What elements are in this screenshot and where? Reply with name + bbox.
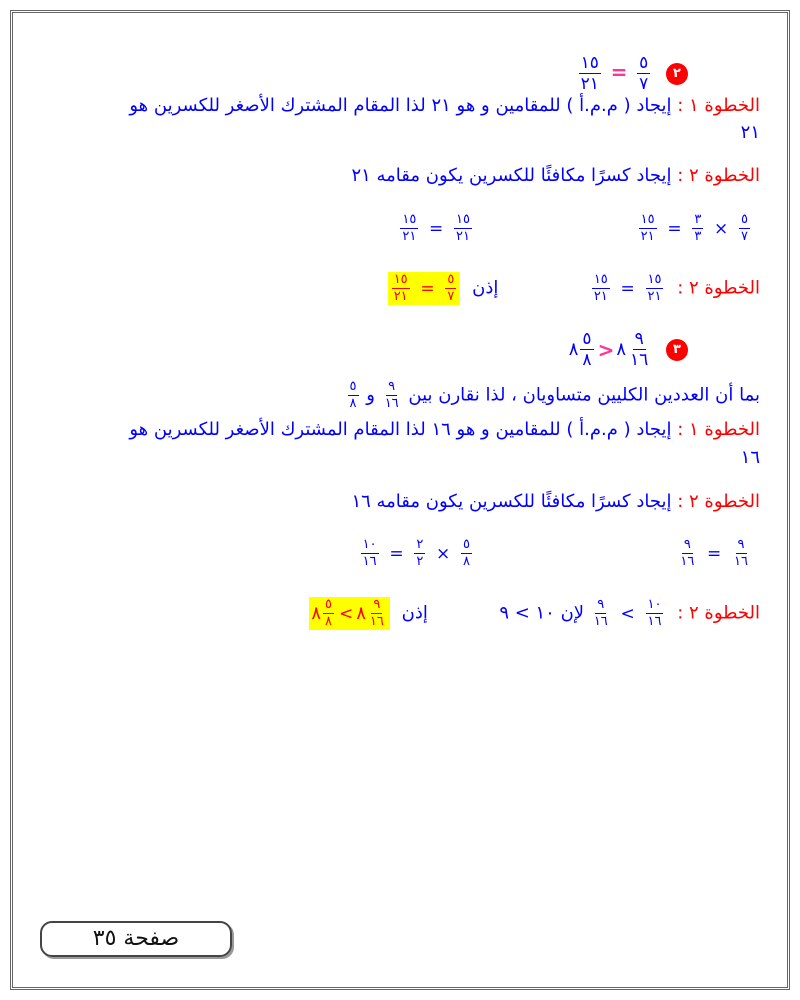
step-label: الخطوة ٢ : [677, 491, 760, 512]
equals-sign: = [420, 278, 435, 299]
equals-sign: = [610, 59, 628, 84]
times-sign: × [714, 218, 729, 239]
fraction: $\frac{٢}{٢}$ [416, 537, 424, 569]
problem-a-calc-left [398, 213, 474, 244]
result-highlight [388, 272, 461, 305]
fraction: $\frac{٩}{١٦}$ [384, 379, 399, 411]
problem-b-step2 [351, 489, 760, 515]
less-than-sign: < [338, 603, 354, 624]
fraction: $\frac{٥}{٨}$ [463, 537, 470, 569]
fraction: $\frac{١٥}{٢١}$ [580, 53, 599, 94]
and-word: و [366, 384, 375, 406]
step-label: الخطوة ١ : [677, 95, 760, 116]
fraction: $\frac{١٠}{١٦}$ [362, 537, 377, 569]
then-word: إذن [401, 602, 428, 624]
equals-sign: = [667, 218, 682, 239]
problem-a-step1-cont [741, 120, 760, 146]
problem-a-header [577, 54, 688, 93]
problem-b-step1 [129, 417, 760, 443]
fraction: $\frac{٥}{٧}$ [639, 53, 649, 94]
fraction: $\frac{٥}{٨}$ [349, 379, 357, 411]
page-number: صفحة ٣٥ [92, 926, 180, 951]
problem-b-intro [346, 380, 760, 411]
then-word: إذن [472, 277, 499, 299]
fraction: $\frac{١٥}{٢١}$ [393, 272, 408, 304]
step-text: بما أن العددين الكليين متساويان ، لذا نقارن بين [408, 384, 760, 406]
fraction: $\frac{٥}{٨}$ [324, 597, 332, 629]
fraction: $\frac{١٥}{٢١}$ [456, 212, 470, 244]
fraction: $\frac{٥}{٧}$ [741, 212, 748, 244]
problem-a-step1 [129, 93, 760, 119]
step-text: إيجاد كسرًا مكافئًا للكسرين يكون مقامه ١٦ [351, 491, 672, 512]
result-highlight: ٨ $\frac{٥}{٨}$ < ٨ $\frac{٩}{١٦}$ [309, 597, 390, 630]
less-than-sign: < [620, 603, 635, 624]
step-text: إيجاد كسرًا مكافئًا للكسرين يكون مقامه ٢١ [351, 165, 672, 186]
fraction: $\frac{١٥}{٢١}$ [647, 272, 662, 304]
equals-sign: = [389, 543, 404, 564]
problem-a-calc-right [637, 213, 752, 244]
problem-b-header [569, 330, 688, 369]
page-number-box [40, 921, 232, 957]
step-label: الخطوة ٢ : [677, 602, 760, 624]
fraction: $\frac{١٥}{٢١}$ [640, 212, 655, 244]
mixed-number: ٨ $\frac{٥}{٨}$ > ٨ $\frac{٩}{١٦}$ [568, 329, 649, 370]
problem-b-step1-cont [741, 445, 760, 471]
because-text: لإن ١٠ > ٩ [499, 602, 585, 624]
fraction: $\frac{١٥}{٢١}$ [593, 272, 608, 304]
problem-number-badge: ٢ [666, 63, 688, 85]
fraction: $\frac{١٠}{١٦}$ [647, 597, 662, 629]
step-text: ١٦ [740, 447, 760, 468]
greater-than-sign: > [597, 337, 615, 362]
fraction: $\frac{٩}{١٦}$ [680, 537, 695, 569]
problem-b-calc-left [359, 538, 474, 569]
problem-a-step2 [351, 163, 760, 189]
problem-a-step3 [388, 272, 760, 305]
step-label: الخطوة ١ : [677, 419, 760, 440]
fraction: $\frac{٩}{١٦}$ [593, 597, 608, 629]
fraction: $\frac{٥}{٧}$ [447, 272, 455, 304]
step-text: إيجاد ( م.م.أ ) للمقامين و هو ٢١ لذا المقام المشترك الأصغر للكسرين هو [129, 95, 672, 116]
step-text: ٢١ [740, 122, 760, 143]
problem-b-step3 [309, 597, 760, 630]
step-label: الخطوة ٢ : [677, 277, 760, 299]
equals-sign: = [429, 218, 444, 239]
fraction: $\frac{٣}{٣}$ [694, 212, 702, 244]
step-text: إيجاد ( م.م.أ ) للمقامين و هو ١٦ لذا المقام المشترك الأصغر للكسرين هو [129, 419, 672, 440]
problem-b-calc-right [676, 538, 752, 569]
fraction: $\frac{١٥}{٢١}$ [402, 212, 417, 244]
step-label: الخطوة ٢ : [677, 165, 760, 186]
times-sign: × [436, 543, 451, 564]
equals-sign: = [620, 278, 635, 299]
fraction: $\frac{٩}{١٦}$ [369, 597, 384, 629]
equals-sign: = [707, 543, 722, 564]
fraction: $\frac{٥}{٨}$ [582, 329, 592, 370]
fraction: $\frac{٩}{١٦}$ [734, 537, 748, 569]
fraction: $\frac{٩}{١٦}$ [630, 329, 649, 370]
problem-number-badge: ٣ [666, 339, 688, 361]
